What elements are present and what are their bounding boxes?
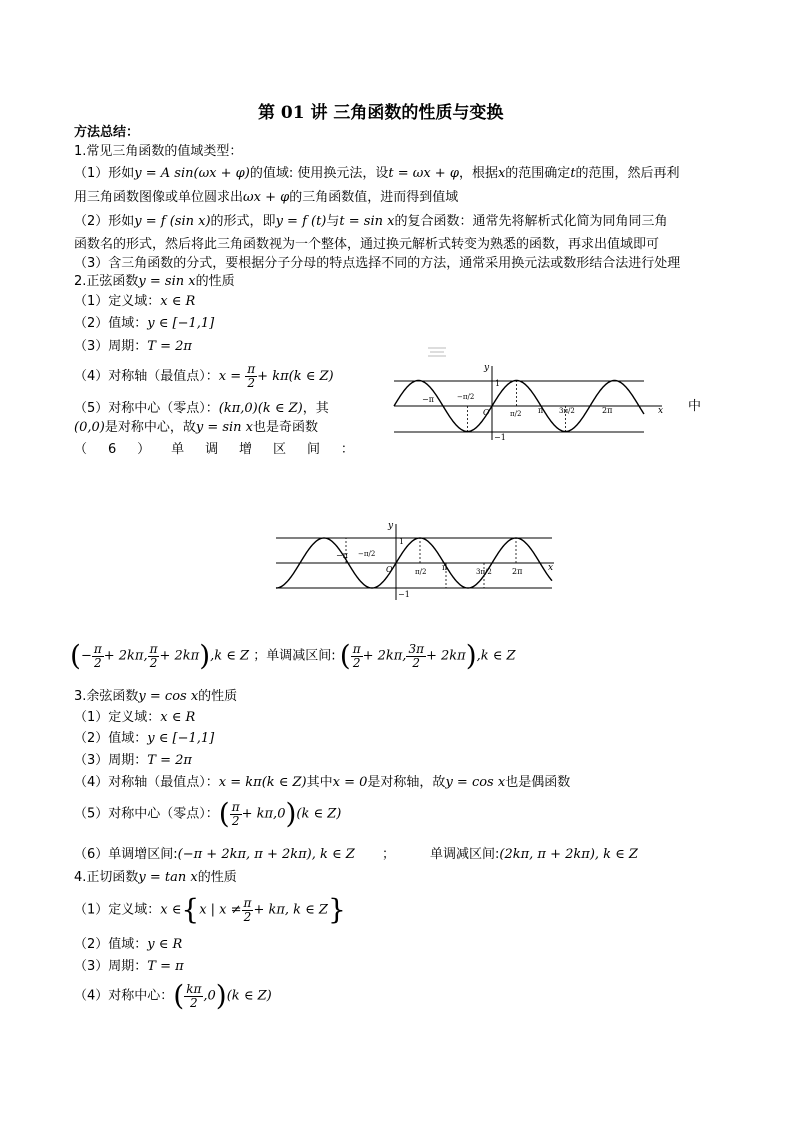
fraction: $\frac{\pi}{2}$ <box>352 641 361 670</box>
text: 其中 <box>306 775 333 790</box>
formula: x ∈ <box>160 902 182 918</box>
fraction: $\frac{\pi}{2}$ <box>149 641 158 670</box>
paren: ( <box>339 639 351 672</box>
sine-monotonic-intervals <box>70 639 516 672</box>
fraction: $\frac{\pi}{2}$ <box>231 799 240 828</box>
formula: (2kπ, π + 2kπ), k ∈ Z <box>499 847 638 862</box>
formula: + kπ, k ∈ Z <box>253 902 328 918</box>
text: 单 <box>171 442 185 457</box>
label: （1）定义域： <box>74 294 161 309</box>
text: 是对称轴，故 <box>367 775 446 790</box>
label: （4）对称轴（最值点）： <box>74 775 219 790</box>
page-title: 第 01 讲 三角函数的性质与变换 <box>258 103 504 123</box>
formula: (k ∈ Z) <box>226 988 272 1004</box>
tick-pi-2: π/2 <box>415 568 427 576</box>
formula: − <box>80 648 92 664</box>
formula: y ∈ [−1,1] <box>147 316 215 331</box>
formula: y = tan x <box>138 870 198 885</box>
label: （4）对称中心： <box>74 988 174 1004</box>
tick-neg-pi: −π <box>336 551 348 560</box>
formula: ωx + φ <box>243 190 290 205</box>
tick-pi: π <box>538 406 544 415</box>
formula: x = <box>218 369 242 384</box>
formula: t <box>570 166 576 181</box>
cosine-period <box>74 752 192 770</box>
sine-period <box>74 338 192 356</box>
fraction: $\frac{\pi}{2}$ <box>93 641 102 670</box>
label: （3）周期： <box>74 753 148 768</box>
fraction: $\frac{3\pi}{2}$ <box>408 641 424 670</box>
paren: ( <box>173 979 185 1012</box>
text: 6 <box>107 442 117 457</box>
label: （2）值域： <box>74 731 148 746</box>
text: 的性质 <box>198 689 238 704</box>
text: 的形式，即 <box>210 214 276 229</box>
paren: ) <box>215 979 227 1012</box>
range-types-heading: 1.常见三角函数的值域类型： <box>74 144 243 159</box>
cosine-center <box>74 797 342 830</box>
text: 的性质 <box>197 870 237 885</box>
fraction: $\frac{k\pi}{2}$ <box>186 981 202 1010</box>
text: 的三角函数值，进而得到值域 <box>289 190 459 205</box>
formula: x ∈ R <box>160 710 196 725</box>
range-type-2-line1 <box>74 213 667 231</box>
tick-pi: π <box>442 563 448 572</box>
formula: + 2kπ, <box>362 648 407 664</box>
neg-one-label: −1 <box>494 433 506 442</box>
cosine-decreasing <box>430 846 638 864</box>
formula: + kπ(k ∈ Z) <box>257 369 334 384</box>
text: （ <box>74 442 88 457</box>
text: 的范围确定 <box>505 166 571 181</box>
sine-domain <box>74 293 195 311</box>
text: 的复合函数：通常先将解析式化简为同角同三角 <box>394 214 668 229</box>
text: 是对称中心，故 <box>104 420 196 435</box>
sine-center <box>74 400 329 418</box>
text: 间 <box>306 442 320 457</box>
y-axis-label: y <box>388 521 394 531</box>
text: 4.正切函数 <box>74 870 139 885</box>
x-axis-label: x <box>548 563 554 573</box>
formula: + 2kπ, <box>103 648 148 664</box>
text: 也是奇函数 <box>253 420 319 435</box>
tick-pi-2: π/2 <box>510 410 522 418</box>
formula: y = sin x <box>138 274 196 289</box>
formula: y = f (t) <box>275 214 327 229</box>
text: ，根据 <box>458 166 498 181</box>
text: 的范围，然后再利 <box>575 166 680 181</box>
formula: + 2kπ <box>159 648 200 664</box>
sine-heading <box>74 273 235 291</box>
formula: x <box>497 166 506 181</box>
formula: ,k ∈ Z <box>476 648 516 664</box>
sine-axis <box>74 363 334 390</box>
cosine-domain <box>74 709 195 727</box>
tick-3pi-2: 3π/2 <box>476 568 492 576</box>
text: 的值域: 使用换元法，设 <box>249 166 389 181</box>
formula: (−π + 2kπ, π + 2kπ), k ∈ Z <box>177 847 355 862</box>
formula: (kπ,0)(k ∈ Z) <box>218 401 303 416</box>
tick-3pi-2: 3π/2 <box>559 407 575 415</box>
range-type-1-line1 <box>74 165 680 183</box>
formula: (0,0) <box>74 420 105 435</box>
paren: ( <box>218 797 230 830</box>
brace: { <box>181 893 200 926</box>
cosine-monotonic <box>74 846 355 864</box>
x-axis-label: x <box>658 406 664 416</box>
text: 的性质 <box>195 274 235 289</box>
text: 调 <box>205 442 219 457</box>
cosine-range <box>74 730 214 748</box>
y-axis-label: y <box>484 363 490 373</box>
tick-2pi: 2π <box>512 567 523 576</box>
formula: y ∈ [−1,1] <box>147 731 215 746</box>
fraction: $\frac{\pi}{2}$ <box>247 362 256 390</box>
text: （1）形如 <box>74 166 135 181</box>
text: ；单调减区间: <box>253 648 336 664</box>
formula: x = kπ(k ∈ Z) <box>218 775 307 790</box>
label: （2）值域： <box>74 937 148 952</box>
formula: (k ∈ Z) <box>296 806 342 822</box>
formula: x | x ≠ <box>199 902 242 918</box>
formula: + kπ,0 <box>241 806 286 822</box>
origin-label: O <box>483 408 490 417</box>
sine-range <box>74 315 214 333</box>
paren: ) <box>199 639 211 672</box>
sine-graph <box>370 340 670 450</box>
formula: x ∈ R <box>160 294 196 309</box>
text: 用三角函数图像或单位圆求出 <box>74 190 244 205</box>
section-heading: 方法总结： <box>74 125 140 140</box>
graph-smudge <box>428 348 446 356</box>
label: （6）单调增区间: <box>74 847 178 862</box>
paren: ) <box>285 797 297 830</box>
fraction: $\frac{\pi}{2}$ <box>243 895 252 924</box>
sine-center-line2 <box>74 419 318 437</box>
formula: y = cos x <box>138 689 199 704</box>
formula: x = 0 <box>332 775 368 790</box>
text: 3.余弦函数 <box>74 689 139 704</box>
formula: t = sin x <box>339 214 395 229</box>
tangent-range <box>74 936 182 954</box>
formula: T = 2π <box>147 753 192 768</box>
tangent-period <box>74 958 184 976</box>
text: ： <box>340 442 354 457</box>
label: （2）值域： <box>74 316 148 331</box>
tick-neg-pi: −π <box>422 395 434 404</box>
tick-neg-pi-2: −π/2 <box>457 393 475 401</box>
text: （2）形如 <box>74 214 135 229</box>
label: 单调减区间: <box>430 847 500 862</box>
range-type-3: （3）含三角函数的分式，要根据分子分母的特点选择不同的方法，通常采用换元法或数形结合法进行处理 <box>74 256 681 271</box>
label: （1）定义域： <box>74 710 161 725</box>
range-type-2-line2: 函数名的形式，然后将此三角函数视为一个整体，通过换元解析式转变为熟悉的函数，再求出值域即可 <box>74 237 660 252</box>
text: 区 <box>272 442 286 457</box>
text: ） <box>137 442 151 457</box>
formula: y = sin x <box>195 420 254 435</box>
tangent-domain <box>74 893 346 926</box>
label: （3）周期： <box>74 339 148 354</box>
text: 也是偶函数 <box>505 775 571 790</box>
formula: y = A sin(ωx + φ) <box>134 166 250 181</box>
one-label: 1 <box>495 379 501 388</box>
paren: ) <box>465 639 477 672</box>
tick-2pi: 2π <box>602 406 613 415</box>
formula: y = cos x <box>445 775 506 790</box>
label: （5）对称中心（零点）： <box>74 401 219 416</box>
label: （5）对称中心（零点）： <box>74 806 219 822</box>
label: （4）对称轴（最值点）： <box>74 369 219 384</box>
text: ，其 <box>302 401 329 416</box>
sine-increasing-label <box>74 441 354 459</box>
paren: ( <box>70 639 81 672</box>
text: 与 <box>326 214 340 229</box>
tangent-center <box>74 979 272 1012</box>
range-type-1-line2 <box>74 189 458 207</box>
formula: + 2kπ <box>425 648 466 664</box>
formula: ,0 <box>203 988 216 1004</box>
formula: y ∈ R <box>147 937 183 952</box>
label: （3）周期： <box>74 959 148 974</box>
formula: t = ωx + φ <box>388 166 459 181</box>
tick-neg-pi-2: −π/2 <box>358 550 376 558</box>
sine-center-tail: 中 <box>688 399 702 414</box>
cosine-heading <box>74 688 237 706</box>
sine-graph-2 <box>270 518 570 602</box>
text: 2.正弦函数 <box>74 274 139 289</box>
one-label: 1 <box>399 537 405 546</box>
origin-label: O <box>386 565 393 574</box>
text: 增 <box>239 442 253 457</box>
cosine-sep: ； <box>382 847 396 862</box>
formula: T = 2π <box>147 339 192 354</box>
formula: ,k ∈ Z <box>210 648 250 664</box>
brace: } <box>327 893 346 926</box>
formula: y = f (sin x) <box>134 214 211 229</box>
cosine-axis <box>74 774 570 792</box>
label: （1）定义域： <box>74 902 161 918</box>
tangent-heading <box>74 869 237 887</box>
formula: T = π <box>147 959 184 974</box>
neg-one-label: −1 <box>398 590 410 599</box>
